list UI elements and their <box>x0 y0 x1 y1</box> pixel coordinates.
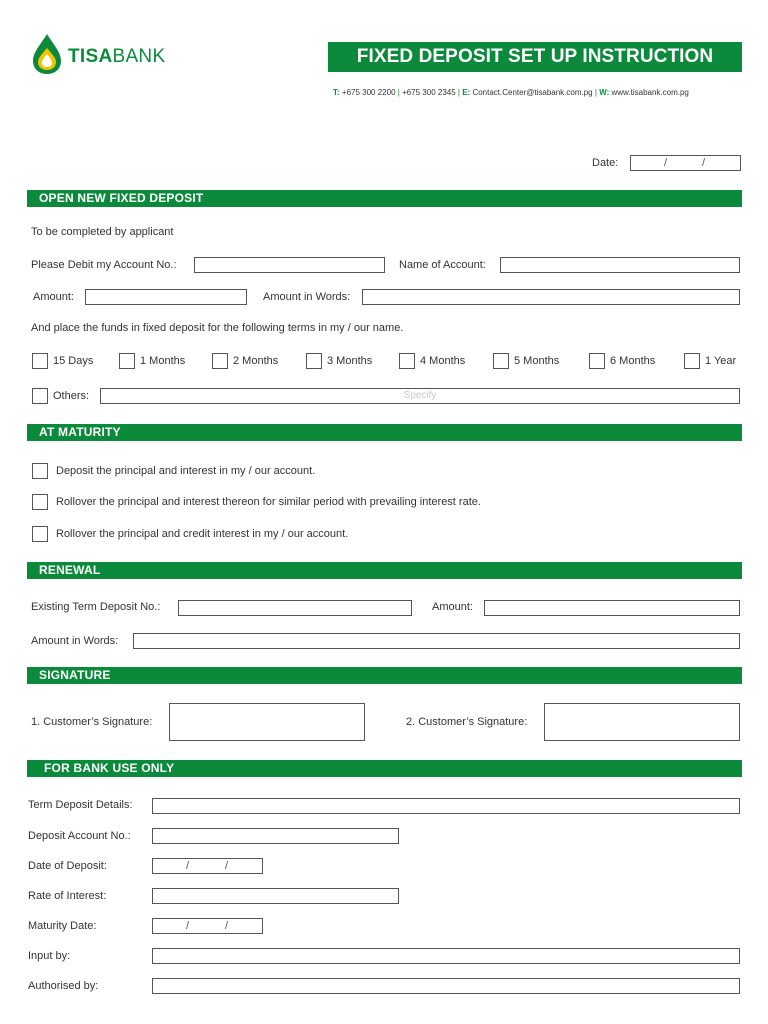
date-sep-2: / <box>702 157 706 169</box>
date-field[interactable] <box>630 155 741 171</box>
input-by-field[interactable] <box>152 948 740 964</box>
brand-name-bold: TISA <box>68 46 113 67</box>
contact-line: T: +675 300 2200 | +675 300 2345 | E: Contact.Center@tisabank.com.pg | W: www.tisabank.com.pg <box>333 88 689 97</box>
section-signature-heading: SIGNATURE <box>27 667 742 684</box>
date-of-deposit-sep-2: / <box>225 860 229 872</box>
renewal-words-field[interactable] <box>133 633 740 649</box>
debit-account-label: Please Debit my Account No.: <box>31 259 177 271</box>
email-value: Contact.Center@tisabank.com.pg <box>472 88 593 97</box>
others-placeholder: Specify <box>403 390 437 401</box>
signature-1-box[interactable] <box>169 703 365 741</box>
date-of-deposit-sep-1: / <box>186 860 190 872</box>
web-label: W: <box>599 88 610 97</box>
renewal-amount-label: Amount: <box>432 601 473 613</box>
authorised-by-field[interactable] <box>152 978 740 994</box>
input-by-label: Input by: <box>28 950 71 962</box>
form-title: FIXED DEPOSIT SET UP INSTRUCTION <box>328 42 742 72</box>
email-label: E: <box>462 88 471 97</box>
amount-words-label: Amount in Words: <box>263 291 351 303</box>
maturity-option-rollover-all-checkbox[interactable] <box>32 494 48 510</box>
others-checkbox[interactable] <box>32 388 48 404</box>
term-checkbox-6-months[interactable] <box>589 353 605 369</box>
term-label: 1 Year <box>705 355 737 367</box>
maturity-date-field[interactable] <box>152 918 263 934</box>
section-bank-heading: FOR BANK USE ONLY <box>27 760 742 777</box>
logo <box>30 32 180 76</box>
debit-account-field[interactable] <box>194 257 385 273</box>
existing-deposit-label: Existing Term Deposit No.: <box>31 601 161 613</box>
section-renewal-heading: RENEWAL <box>27 562 742 579</box>
signature-2-label: 2. Customer’s Signature: <box>406 716 528 728</box>
maturity-option-label: Rollover the principal and interest thereon for similar period with prevailing interest rate. <box>56 496 481 508</box>
term-checkbox-4-months[interactable] <box>399 353 415 369</box>
term-checkbox-1-month[interactable] <box>119 353 135 369</box>
term-label: 15 Days <box>53 355 94 367</box>
deposit-account-label: Deposit Account No.: <box>28 830 131 842</box>
maturity-date-sep-2: / <box>225 920 229 932</box>
date-label: Date: <box>592 157 619 169</box>
applicant-intro: To be completed by applicant <box>31 226 174 238</box>
term-checkbox-5-months[interactable] <box>493 353 509 369</box>
maturity-date-label: Maturity Date: <box>28 920 97 932</box>
maturity-option-label: Deposit the principal and interest in my / our account. <box>56 465 316 477</box>
existing-deposit-field[interactable] <box>178 600 412 616</box>
account-name-label: Name of Account: <box>399 259 486 271</box>
brand-name-light: BANK <box>112 46 166 67</box>
web-value: www.tisabank.com.pg <box>611 88 689 97</box>
others-specify-field[interactable] <box>100 388 740 404</box>
renewal-amount-field[interactable] <box>484 600 740 616</box>
term-label: 2 Months <box>233 355 279 367</box>
renewal-words-label: Amount in Words: <box>31 635 119 647</box>
section-maturity-heading: AT MATURITY <box>27 424 742 441</box>
account-name-field[interactable] <box>500 257 740 273</box>
deposit-account-field[interactable] <box>152 828 399 844</box>
maturity-option-label: Rollover the principal and credit interest in my / our account. <box>56 528 349 540</box>
authorised-by-label: Authorised by: <box>28 980 99 992</box>
term-label: 5 Months <box>514 355 560 367</box>
signature-1-label: 1. Customer’s Signature: <box>31 716 153 728</box>
tisa-drop-logo-icon <box>30 32 64 76</box>
term-checkbox-15-days[interactable] <box>32 353 48 369</box>
rate-label: Rate of Interest: <box>28 890 107 902</box>
amount-field[interactable] <box>85 289 247 305</box>
date-of-deposit-label: Date of Deposit: <box>28 860 107 872</box>
term-label: 1 Months <box>140 355 186 367</box>
term-label: 3 Months <box>327 355 373 367</box>
phone2-value: +675 300 2345 <box>402 88 456 97</box>
date-sep-1: / <box>664 157 668 169</box>
term-checkbox-3-months[interactable] <box>306 353 322 369</box>
amount-label: Amount: <box>33 291 74 303</box>
maturity-option-deposit-checkbox[interactable] <box>32 463 48 479</box>
signature-2-box[interactable] <box>544 703 740 741</box>
term-label: 4 Months <box>420 355 466 367</box>
term-details-label: Term Deposit Details: <box>28 799 133 811</box>
maturity-date-sep-1: / <box>186 920 190 932</box>
term-checkbox-1-year[interactable] <box>684 353 700 369</box>
others-label: Others: <box>53 390 90 402</box>
maturity-option-rollover-principal-checkbox[interactable] <box>32 526 48 542</box>
phone-value: +675 300 2200 <box>341 88 396 97</box>
amount-words-field[interactable] <box>362 289 740 305</box>
term-checkbox-2-months[interactable] <box>212 353 228 369</box>
term-label: 6 Months <box>610 355 656 367</box>
phone-label: T: <box>333 88 340 97</box>
terms-intro: And place the funds in fixed deposit for the following terms in my / our name. <box>31 322 404 334</box>
rate-field[interactable] <box>152 888 399 904</box>
date-of-deposit-field[interactable] <box>152 858 263 874</box>
section-open-heading: OPEN NEW FIXED DEPOSIT <box>27 190 742 207</box>
term-details-field[interactable] <box>152 798 740 814</box>
